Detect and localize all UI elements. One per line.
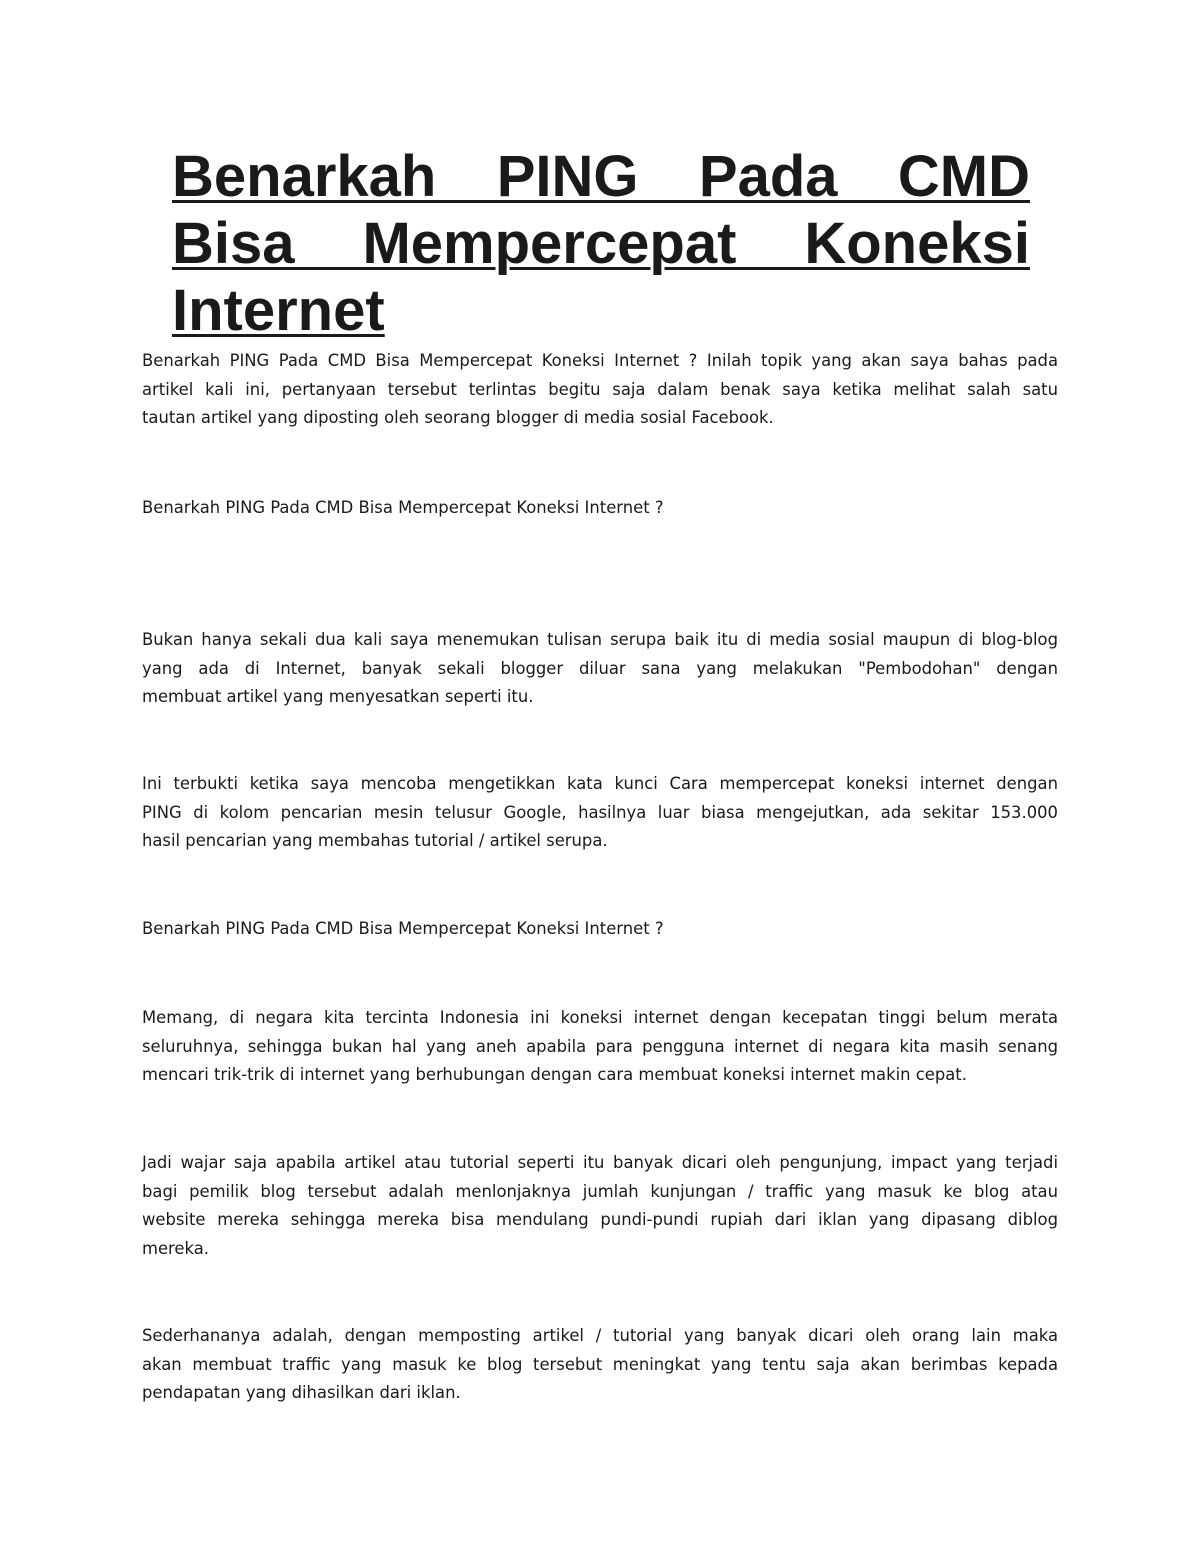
paragraph-intro [142,347,1058,433]
paragraph-question-heading [142,915,1058,944]
paragraph-line: Benarkah PING Pada CMD Bisa Mempercepat Koneksi Internet ? [142,498,664,517]
paragraph-line: yang ada di Internet, banyak sekali blogger diluar sana yang melakukan "Pembodohan" dengan [142,658,1058,678]
paragraph-question-heading [142,494,1058,523]
paragraph-indonesia [142,1004,1058,1090]
paragraph-line: Ini terbukti ketika saya mencoba mengetikkan kata kunci Cara mempercepat koneksi internet dengan [142,774,1058,793]
paragraph-line: artikel kali ini, pertanyaan tersebut terlintas begitu saja dalam benak saya ketika melihat salah satu [142,379,1058,399]
paragraph-line: Benarkah PING Pada CMD Bisa Mempercepat Koneksi Internet ? Inilah topik yang akan saya bahas pada [142,351,1058,370]
paragraph-line: mencari trik-trik di internet yang berhubungan dengan cara membuat koneksi internet makin cepat. [142,1065,967,1085]
paragraph-line: hasil pencarian yang membahas tutorial / artikel serupa. [142,831,608,851]
paragraph-line: bagi pemilik blog tersebut adalah menlonjaknya jumlah kunjungan / traffic yang masuk ke blog atau [142,1181,1058,1201]
paragraph-line: akan membuat traffic yang masuk ke blog tersebut meningkat yang tentu saja akan berimbas kepada [142,1354,1058,1374]
paragraph-line: Memang, di negara kita tercinta Indonesia ini koneksi internet dengan kecepatan tinggi belum merata [142,1008,1058,1027]
paragraph-line: tautan artikel yang diposting oleh seorang blogger di media sosial Facebook. [142,408,774,428]
paragraph-line: website mereka sehingga mereka bisa mendulang pundi-pundi rupiah dari iklan yang dipasang diblog [142,1210,1058,1230]
paragraph-search-result [142,770,1058,856]
paragraph-line: Jadi wajar saja apabila artikel atau tutorial seperti itu banyak dicari oleh pengunjung, impact yang terjadi [142,1153,1058,1172]
paragraph-line: Bukan hanya sekali dua kali saya menemukan tulisan serupa baik itu di media sosial maupun di blog-blog [142,630,1058,649]
paragraph-line: mereka. [142,1238,209,1258]
title-line-3: Internet [172,278,385,343]
title-line-2: Bisa Mempercepat Koneksi [172,211,1030,276]
paragraph-line: membuat artikel yang menyesatkan seperti itu. [142,687,534,707]
paragraph-line: Sederhananya adalah, dengan memposting artikel / tutorial yang banyak dicari oleh orang lain maka [142,1326,1058,1345]
title-line-1: Benarkah PING Pada CMD [172,144,1030,209]
document-title [172,143,1030,344]
paragraph-traffic [142,1149,1058,1263]
paragraph-summary [142,1322,1058,1408]
paragraph-line: PING di kolom pencarian mesin telusur Google, hasilnya luar biasa mengejutkan, ada sekitar 153.000 [142,802,1058,822]
paragraph-line: pendapatan yang dihasilkan dari iklan. [142,1383,461,1403]
paragraph-line: seluruhnya, sehingga bukan hal yang aneh apabila para pengguna internet di negara kita masih senang [142,1036,1058,1056]
paragraph-line: Benarkah PING Pada CMD Bisa Mempercepat Koneksi Internet ? [142,919,664,938]
paragraph-observation [142,626,1058,712]
